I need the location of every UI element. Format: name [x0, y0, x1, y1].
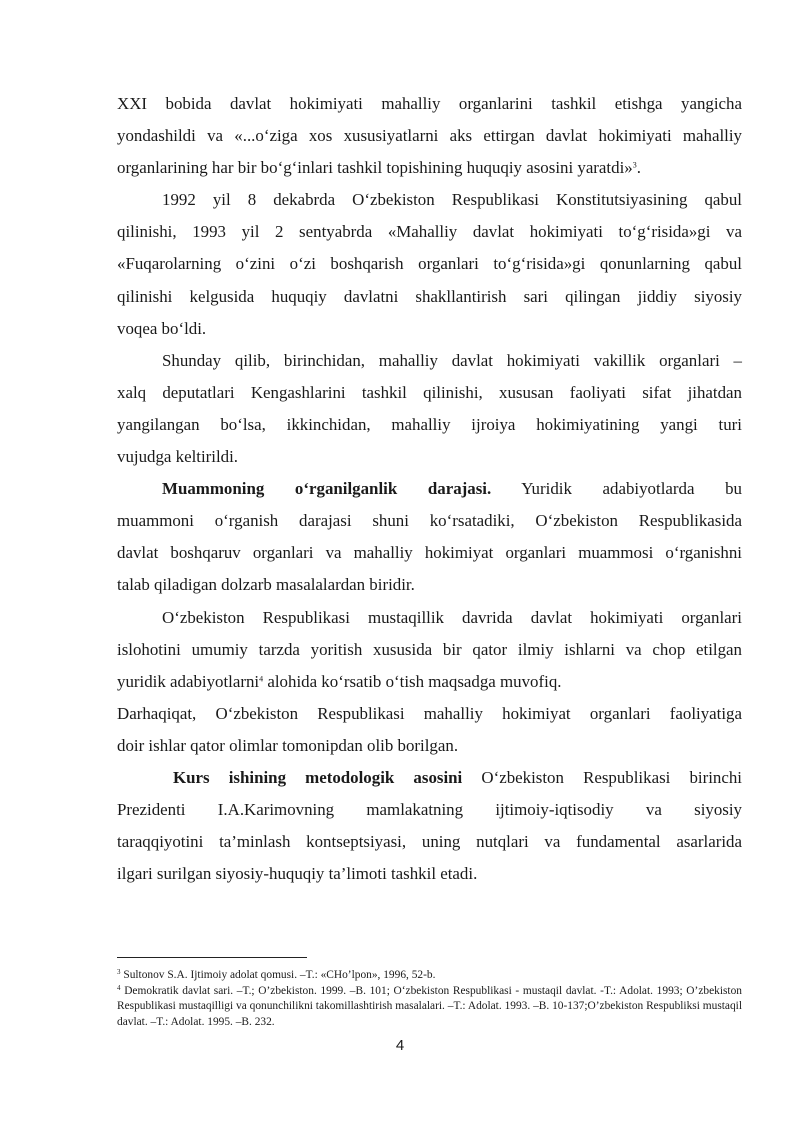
text-line: 1992 yil 8 dekabrda O‘zbekiston Respublikasi Konstitutsiyasining qabul	[162, 190, 742, 210]
page-number: 4	[395, 1037, 405, 1054]
text-line: XXI bobida davlat hokimiyati mahalliy organlarini tashkil etishga yangicha	[117, 94, 742, 113]
text-line: doir ishlar qator olimlar tomonipdan olib borilgan.	[117, 735, 459, 755]
footnote-ref[interactable]: 4	[259, 674, 264, 684]
text-line: yondashildi va «...o‘ziga xos xususiyatlarni aks ettirgan davlat hokimiyati mahalliy	[117, 126, 742, 146]
text-line: islohotini umumiy tarzda yoritish xususida bir qator ilmiy ishlarni va chop etilgan	[117, 639, 742, 659]
footnote: $^3$ Sultonov S.A. Ijtimoiy adolat qomusi. –T.: «CHo’lpon», 1996, 52-b.	[117, 967, 436, 981]
text-line: Darhaqiqat, O‘zbekiston Respublikasi mahalliy hokimiyat organlari faoliyatiga	[117, 703, 742, 723]
text-line: vujudga keltirildi.	[117, 447, 239, 467]
text-line: davlat boshqaruv organlari va mahalliy hokimiyat organlari muammosi o‘rganishni	[117, 543, 742, 563]
text-line: qilinishi, 1993 yil 2 sentyabrda «Mahalliy davlat hokimiyati to‘g‘risida»gi va	[117, 222, 742, 242]
text-line: Prezidenti I.A.Karimovning mamlakatning ijtimoiy-iqtisodiy va siyosiy	[117, 800, 742, 820]
section-heading: Muammoning o‘rganilganlik darajasi.	[162, 479, 492, 499]
section-heading: Kurs ishining metodologik asosini	[173, 767, 463, 787]
text-line: Shunday qilib, birinchidan, mahalliy davlat hokimiyati vakillik organlari –	[162, 350, 742, 370]
text-line: ilgari surilgan siyosiy-huquqiy ta’limoti tashkil etadi.	[117, 864, 478, 884]
text-line: talab qiladigan dolzarb masalalardan biridir.	[117, 575, 415, 595]
text-line: organlarining har bir bo‘g‘inlari tashkil topishining huquqiy asosini yaratdi»$^3$.	[117, 158, 641, 178]
footnote-number: 4	[117, 983, 121, 992]
text-line: «Fuqarolarning o‘zini o‘zi boshqarish organlari to‘g‘risida»gi qonunlarning qabul	[117, 254, 742, 274]
text-line: voqea bo‘ldi.	[117, 318, 207, 338]
text-line: O‘zbekiston Respublikasi mustaqillik davrida davlat hokimiyati organlari	[162, 607, 742, 627]
footnote: $^4$ Demokratik davlat sari. –T.; O’zbekiston. 1999. –B. 101; O‘zbekiston Respublikasi - mustaqil davlat. -T.: Adolat. 1993; O’zbekiston Respublikasi mustaqilligi va qonunchilikni takomillashtirish masalalari. –T.: Adolat. 1993. –B. 10-137;O’zbekiston Respubliksi mustaqil davlat. –T.: Adolat. 1995. –B. 232.	[117, 983, 742, 1028]
text-line: Muammoning o‘rganilganlik darajasi. Yuridik adabiyotlarda bu	[162, 479, 742, 499]
text-line: muammoni o‘rganish darajasi shuni ko‘rsatadiki, O‘zbekiston Respublikasida	[117, 511, 742, 531]
text-line: Kurs ishining metodologik asosini O‘zbekiston Respublikasi birinchi	[173, 767, 743, 787]
footnote-ref[interactable]: 3	[632, 160, 637, 170]
text-line: taraqqiyotini ta’minlash kontseptsiyasi, uning nutqlari va fundamental asarlarida	[117, 832, 742, 852]
text-line: xalq deputatlari Kengashlarini tashkil qilinishi, xususan faoliyati sifat jihatdan	[117, 382, 742, 402]
text-line: qilinishi kelgusida huquqiy davlatni shakllantirish sari qilingan jiddiy siyosiy	[117, 286, 742, 306]
text-line: yuridik adabiyotlarni$^4$ alohida ko‘rsatib o‘tish maqsadga muvofiq.	[117, 671, 562, 691]
footnote-number: 3	[117, 967, 121, 976]
footnote-separator	[117, 957, 307, 958]
footnotes	[117, 957, 742, 1030]
text-line: yangilangan bo‘lsa, ikkinchidan, mahalliy ijroiya hokimiyatining yangi turi	[117, 414, 742, 434]
document-body	[117, 88, 742, 890]
